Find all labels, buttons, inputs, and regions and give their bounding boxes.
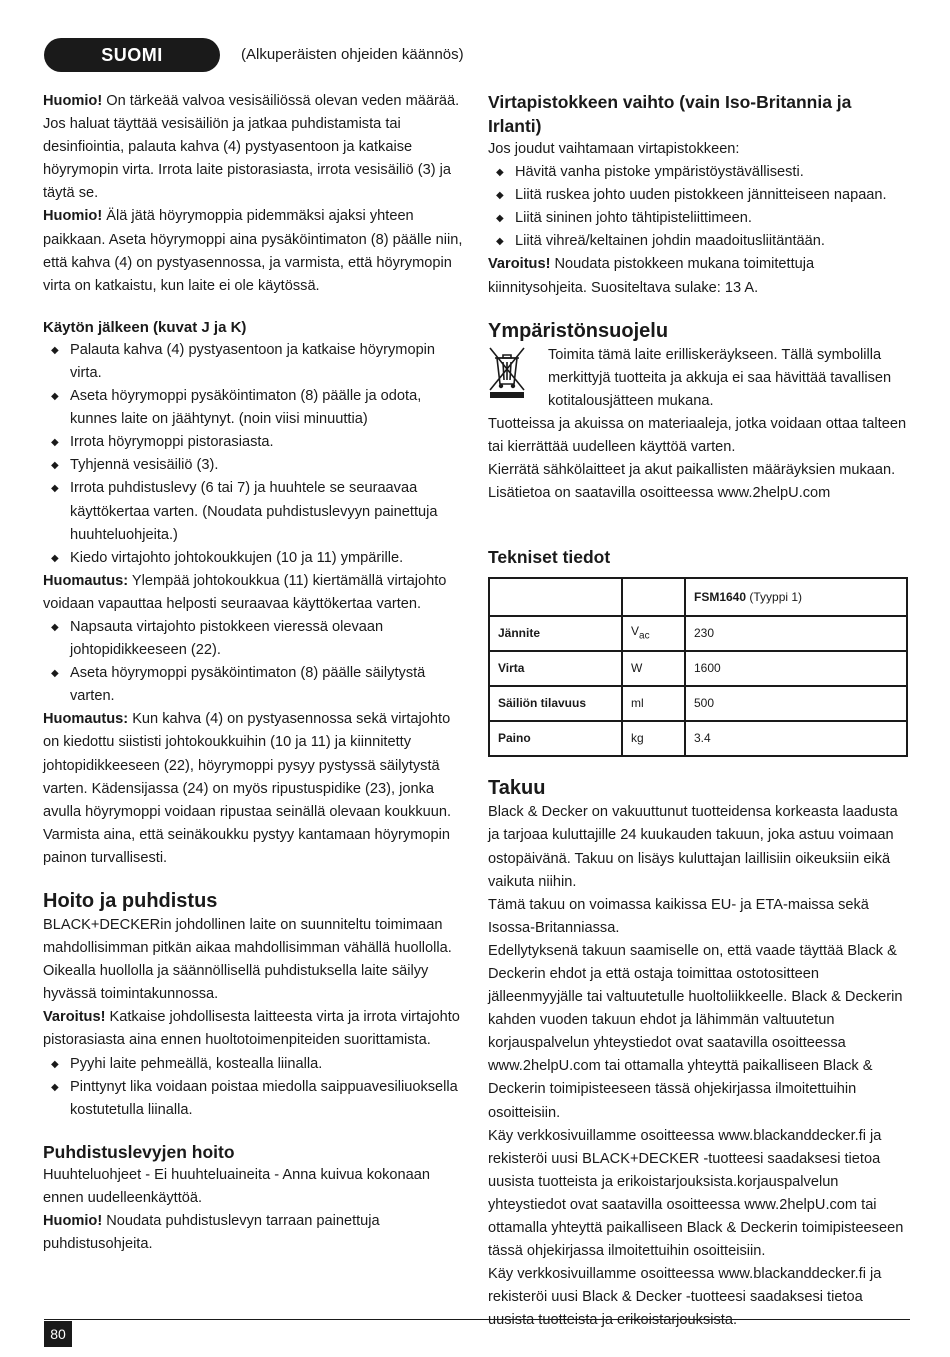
plug-heading: Virtapistokkeen vaihto (vain Iso-Britannia ja Irlanti) — [488, 92, 852, 136]
list-item: ◆ Hävitä vanha pistoke ympäristöystävällisesti. — [488, 161, 908, 184]
row-value: 3.4 — [685, 721, 907, 756]
row-label: Jännite — [489, 616, 622, 651]
pads-text: Huuhteluohjeet - Ei huuhteluaineita - Anna kuivua kokonaan ennen uudelleenkäyttöä. — [43, 1166, 431, 1206]
model-cell: FSM1640 (Tyyppi 1) — [685, 578, 907, 616]
plug-list — [488, 161, 908, 253]
list-item: ◆ Napsauta virtajohto pistokkeen vieressä olevaan johtopidikkeeseen (22). — [43, 616, 463, 662]
warranty-heading: Takuu — [488, 777, 546, 800]
list-item: ◆ Liitä sininen johto tähtipisteliittimeen. — [488, 207, 908, 230]
list-item: ◆ Aseta höyrymoppi pysäköintimaton (8) päälle ja odota, kunnes laite on jäähtynyt. (noin viisi minuuttia) — [43, 385, 463, 431]
list-item: ◆ Aseta höyrymoppi pysäköintimaton (8) päälle säilytystä varten. — [43, 662, 463, 708]
care-warning: Varoitus! Katkaise johdollisesta laitteesta virta ja irrota virtajohto pistorasiasta aina ennen huoltotoimenpiteiden suorittamista. — [43, 1009, 460, 1049]
note-water-level: Huomio! On tärkeää valvoa vesisäiliössä olevan veden määrää. Jos haluat täyttää vesisäiliön ja jatkaa puhdistamista tai desinfiointia, palauta kahva (4) pystyasentoon ja katkaise höyrymopin virta. Irrota laite pistorasiasta, irrota vesisäiliö (3) ja täytä se. — [43, 93, 460, 202]
plug-intro: Jos joudut vaihtamaan virtapistokkeen: — [488, 141, 740, 157]
row-label: Säiliön tilavuus — [489, 686, 622, 721]
pads-note: Huomio! Noudata puhdistuslevyn tarraan painettuja puhdistusohjeita. — [43, 1213, 380, 1253]
list-item: ◆ Irrota höyrymoppi pistorasiasta. — [43, 431, 463, 454]
list-item: ◆ Pinttynyt lika voidaan poistaa miedolla saippuavesiliuoksella kostutetulla liinalla. — [43, 1076, 463, 1122]
translation-note: (Alkuperäisten ohjeiden käännös) — [241, 46, 464, 63]
footer-rule — [44, 1319, 910, 1320]
row-unit: kg — [622, 721, 685, 756]
care-text: BLACK+DECKERin johdollinen laite on suunniteltu toimimaan mahdollisimman pitkän aikaa mahdollisimman vähällä huollolla. Oikealla huollolla ja säännöllisellä puhdistuksella laite säilyy hyvässä toimintakunnossa. — [43, 917, 452, 1003]
env-text-1: Toimita tämä laite erilliskeräykseen. Tällä symbolilla merkittyjä tuotteita ja akkuja ei saa hävittää tavallisen kotitalousjätteen mukana. — [548, 346, 892, 409]
list-item: ◆ Pyyhi laite pehmeällä, kostealla liinalla. — [43, 1053, 463, 1076]
list-item: ◆ Irrota puhdistuslevy (6 tai 7) ja huuhtele se seuraavaa käyttökertaa varten. (Noudata puhdistuslevyyn painettuja huuhteluohjeita.) — [43, 477, 463, 546]
left-column — [43, 90, 463, 1256]
table-row — [489, 686, 907, 721]
care-heading: Hoito ja puhdistus — [43, 890, 218, 912]
warranty-text-5: Käy verkkosivuillamme osoitteessa www.blackanddecker.fi ja rekisteröi uusi Black & Decker -tuotteesi saadaksesi tietoa uusista tuotteista ja erikoistarjouksista. — [488, 1266, 882, 1329]
warranty-text-2: Tämä takuu on voimassa kaikissa EU- ja ETA-maissa sekä Isossa-Britanniassa. — [488, 896, 869, 936]
list-item: ◆ Tyhjennä vesisäiliö (3). — [43, 454, 463, 477]
env-block — [488, 344, 908, 413]
list-item: ◆ Kiedo virtajohto johtokoukkujen (10 ja 11) ympärille. — [43, 547, 463, 570]
note-storage: Huomautus: Kun kahva (4) on pystyasennossa sekä virtajohto on kiedottu siististi johtokoukkuihin (10 ja 11) ja kiinnitetty johtopidikkeeseen (22), höyrymoppi pysyy pystyssä säilytystä varten. Kädensijassa (24) on myös ripustuspidike (23), jonka avulla höyrymoppi voidaan ripustaa seinällä olevaan koukkuun. Varmista aina, että seinäkoukku pystyy kantamaan höyrymopin painon turvallisesti. — [43, 711, 452, 866]
row-unit: ml — [622, 686, 685, 721]
care-list — [43, 1053, 463, 1122]
warranty-text-3: Edellytyksenä takuun saamiselle on, että vaade täyttää Black & Deckerin ehdot ja että ostaja toimittaa ostotositteen jälleenmyyjälle tai valtuutetulle huoltoliikkeelle. Black & Deckerin kahden vuoden takuun ehdot ja lähimmän valtuutetun korjauspalvelun yhteystiedot ovat saatavilla osoitteessa www.2helpU.com tai ottamalla yhteyttä paikalliseen Black & Deckerin toimipisteeseen tässä ohjekirjassa ilmoitettuihin osoitteisiin. — [488, 942, 903, 1121]
env-text-2: Tuotteissa ja akuissa on materiaaleja, jotka voidaan ottaa talteen tai kierrättää uudelleen käyttöä varten. — [488, 415, 907, 456]
row-value: 230 — [685, 616, 907, 651]
row-label: Virta — [489, 651, 622, 686]
row-label: Paino — [489, 721, 622, 756]
tech-heading: Tekniset tiedot — [488, 547, 611, 568]
table-row — [489, 721, 907, 756]
row-unit: $V_{ac}$ — [622, 616, 685, 651]
plug-warning: Varoitus! Noudata pistokkeen mukana toimitettuja kiinnitysohjeita. Suositeltava sulake: 13 A. — [488, 256, 815, 296]
language-label: SUOMI — [44, 38, 220, 72]
pads-heading: Puhdistuslevyjen hoito — [43, 1141, 235, 1162]
row-value: 1600 — [685, 651, 907, 686]
list-item: ◆ Liitä ruskea johto uuden pistokkeen jännitteiseen napaan. — [488, 184, 908, 207]
row-unit: W — [622, 651, 685, 686]
list-item: ◆ Liitä vihreä/keltainen johdin maadoitusliitäntään. — [488, 230, 908, 253]
note-parking: Huomio! Älä jätä höyrymoppia pidemmäksi ajaksi yhteen paikkaan. Aseta höyrymoppi aina pysäköintimaton (8) päälle niin, että kahva (4) on pystyasennossa, ja varmista, että höyrymopin virta on katkaistu, kun laite ei ole käytössä. — [43, 208, 463, 294]
cord-list — [43, 616, 463, 708]
env-text-3: Kierrätä sähkölaitteet ja akut paikallisten määräyksien mukaan. Lisätietoa on saatavilla osoitteessa www.2helpU.com — [488, 462, 896, 502]
right-column — [488, 90, 908, 1332]
after-use-list — [43, 339, 463, 570]
env-heading: Ympäristönsuojelu — [488, 319, 669, 342]
crossed-bin-icon — [488, 344, 548, 413]
after-use-heading: Käytön jälkeen (kuvat J ja K) — [43, 318, 247, 336]
list-item: ◆ Palauta kahva (4) pystyasentoon ja katkaise höyrymopin virta. — [43, 339, 463, 385]
note-cord-hook: Huomautus: Ylempää johtokoukkua (11) kiertämällä virtajohto voidaan vapauttaa helposti seuraavaa käyttökertaa varten. — [43, 572, 447, 612]
warranty-text-1: Black & Decker on vakuuttunut tuotteidensa korkeasta laadusta ja tarjoaa kuluttajille 24 kuukauden takuun, joka astuu voimaan ostopäivänä. Takuu on lisäys kuluttajan laillisiin oikeuksiin eikä vaikuta niihin. — [488, 804, 898, 890]
spec-table — [488, 577, 908, 757]
table-row — [489, 616, 907, 651]
page-number: 80 — [44, 1321, 72, 1347]
warranty-text-4: Käy verkkosivuillamme osoitteessa www.blackanddecker.fi ja rekisteröi uusi BLACK+DECKER -tuotteesi saadaksesi tietoa uusista tuotteista ja erikoistarjouksista.korjauspalvelun yhteystiedot ovat saatavilla osoitteessa www.2helpU.com tai ottamalla yhteyttä paikalliseen Black & Deckerin toimipisteeseen tässä ohjekirjassa ilmoitettuihin osoitteisiin. — [488, 1127, 904, 1260]
row-value: 500 — [685, 686, 907, 721]
table-row — [489, 578, 907, 616]
table-row — [489, 651, 907, 686]
